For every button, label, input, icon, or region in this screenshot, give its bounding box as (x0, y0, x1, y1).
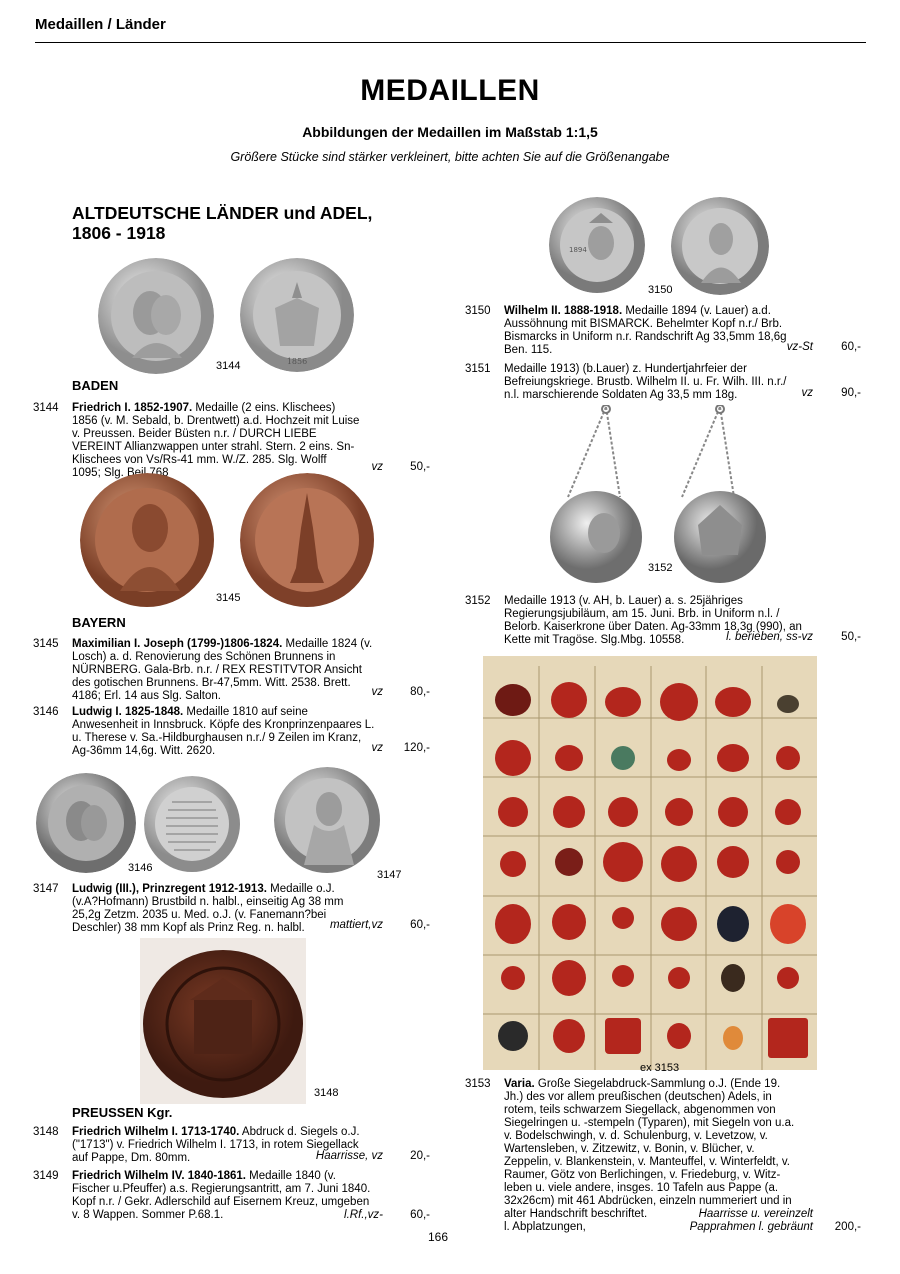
lot-text: Klischees von Vs/Rs-41 mm. W./Z. 285. Slg. Wolff (72, 454, 327, 466)
lot-text: ("1713") v. Friedrich Wilhelm I. 1713, in rotem Siegellack (72, 1139, 359, 1151)
lot-headline: Ludwig I. 1825-1848. (72, 706, 184, 718)
lot-text: Medaille 1894 (v. Lauer) a.d. (622, 305, 771, 317)
lot-number: 3145 (33, 638, 59, 650)
lot-price: 60,- (841, 341, 861, 353)
lot-number: 3144 (33, 402, 59, 414)
coin-3144-year: 1856 (286, 357, 308, 366)
page-number: 166 (427, 1230, 449, 1244)
lot-grade: l. berieben, ss-vz (726, 631, 813, 643)
lot-text: Jh.) des vor allem preußischen (deutschen) Adels, in (504, 1091, 772, 1103)
lot-grade: vz (371, 461, 383, 473)
lot-text: Losch) a. d. Renovierung des Schönen Brunnens in (72, 651, 336, 663)
lot-price: 80,- (410, 686, 430, 698)
lot-text: Kette mit Tragöse. Slg.Mbg. 10558. (504, 634, 685, 646)
lot-price: 50,- (410, 461, 430, 473)
lot-text: v. 8 Wappen. Sommer P.68.1. (72, 1209, 224, 1221)
lot-grade-note: Haarrisse u. vereinzelt (698, 1208, 813, 1220)
lot-grade: vz-St (786, 341, 813, 353)
lot-text: l. Abplatzungen, (504, 1221, 586, 1233)
coin-3150-year: 1894 (569, 246, 587, 254)
lot-text: u. Therese v. Sa.-Hildburghausen n.r./ 9 Zeilen im Kranz, (72, 732, 362, 744)
lot-3148 (33, 1126, 430, 1168)
lot-text: des gotischen Brunnens. Br-47,5mm. Witt. 2538. Brett. (72, 677, 351, 689)
lot-headline: Ludwig (III.), Prinzregent 1912-1913. (72, 883, 267, 895)
lot-text: Ben. 115. (504, 344, 553, 356)
seal-3148-photo (140, 938, 306, 1104)
lot-text: Anwesenheit in Innsbruck. Köpfe des Kronprinzenpaares L. (72, 719, 375, 731)
coin-3146-reverse (144, 776, 241, 873)
coin-3145-reverse (240, 473, 375, 608)
medal-3152-photo (548, 405, 768, 585)
lot-3150 (465, 305, 861, 359)
lot-text: Deschler) 38 mm Kopf als Prinz Reg. n. halbl. (72, 922, 305, 934)
caption-3148: 3148 (314, 1087, 339, 1099)
lot-grade: vz (371, 742, 383, 754)
lot-text: Medaille 1810 auf seine (183, 706, 308, 718)
lot-headline: Wilhelm II. 1888-1918. (504, 305, 623, 317)
lot-text: Siegelringen u. -stempeln (Typaren), mit Siegeln von u.a. (504, 1117, 795, 1129)
caption-3146: 3146 (128, 862, 153, 874)
lot-number: 3151 (465, 363, 491, 375)
category-heading-line2: 1806 - 1918 (72, 223, 166, 243)
lot-text: Befreiungskriege. Brustb. Wilhelm II. u. Fr. Wilh. III. n.r./ (504, 376, 787, 388)
lot-price: 20,- (410, 1150, 430, 1162)
lot-text: 25,2g Zetzm. 2035 u. Med. o.J. (v. Fanemann?bei (72, 909, 327, 921)
lot-text: Medaille (2 eins. Klischees) (192, 402, 336, 414)
lot-3151 (465, 363, 861, 405)
lot-text: alter Handschrift beschriftet. (504, 1208, 648, 1220)
lot-grade: Haarrisse, vz (315, 1150, 383, 1162)
caption-3147: 3147 (377, 869, 402, 881)
lot-price: 60,- (410, 919, 430, 931)
lot-text: n.l. marschierende Soldaten Ag 33,5 mm 18g. (504, 389, 738, 401)
section-tag: Medaillen / Länder (35, 16, 166, 33)
lot-text: rotem, teils schwarzem Siegellack, abgenommen von (504, 1104, 776, 1116)
lot-number: 3147 (33, 883, 59, 895)
lot-text: Medaille o.J. (266, 883, 335, 895)
lot-number: 3148 (33, 1126, 59, 1138)
lot-number: 3152 (465, 595, 491, 607)
caption-3144: 3144 (216, 360, 241, 372)
lot-text: 4186; Erl. 14 aus Slg. Salton. (72, 690, 221, 702)
category-heading (72, 203, 372, 243)
lot-text: VEREINT Allianzwappen unter strahl. Stern. 2 eins. Sn- (72, 441, 355, 453)
caption-3153: ex 3153 (640, 1062, 680, 1074)
lot-price: 120,- (403, 742, 430, 754)
lot-text: auf Pappe, Dm. 80mm. (72, 1152, 191, 1164)
lot-text: Große Siegelabdruck-Sammlung o.J. (Ende 19. (534, 1078, 781, 1090)
lot-3152 (465, 595, 861, 649)
lot-grade: vz (801, 387, 813, 399)
lot-text: Medaille 1913 (v. AH, b. Lauer) a. s. 25jähriges (504, 595, 743, 607)
lot-text: Aussöhnung mit BISMARCK. Behelmter Kopf n.r./ Brb. (504, 318, 783, 330)
lot-number: 3149 (33, 1170, 59, 1182)
lot-text: 32x26cm) mit 461 Abdrücken, einzeln nummeriert und in (504, 1195, 792, 1207)
lot-text: Fischer u.Pfeuffer) a.s. Regierungsantritt, am 7. Juni 1840. (72, 1183, 371, 1195)
lot-grade: Papprahmen l. gebräunt (689, 1221, 813, 1233)
caption-3145: 3145 (216, 592, 241, 604)
lot-text: v. Preussen. Beider Büsten n.r. / DURCH LIEBE (72, 428, 317, 440)
lot-price: 200,- (834, 1221, 861, 1233)
lot-price: 50,- (841, 631, 861, 643)
coin-3146-obverse (36, 773, 136, 873)
coin-3150-obverse (549, 197, 645, 293)
lot-text: Wartensleben, v. Zitzewitz, v. Bonin, v. Blücher, v. (504, 1143, 755, 1155)
subhead-preussen: PREUSSEN Kgr. (72, 1105, 173, 1120)
lot-text: (v.A?Hofmann) Brustbild n. halbl., einseitig Ag 38 mm (72, 896, 344, 908)
header-rule (35, 42, 866, 43)
lot-text: Medaille 1824 (v. (282, 638, 373, 650)
lot-grade: mattiert,vz (329, 919, 383, 931)
caption-3152: 3152 (648, 562, 673, 574)
lot-text: Regierungsjubiläum, am 15. Juni. Brb. in Uniform n.l. / (504, 608, 780, 620)
page-subtitle: Abbildungen der Medaillen im Maßstab 1:1,5 (302, 124, 598, 140)
lot-headline: Maximilian I. Joseph (1799-)1806-1824. (72, 638, 283, 650)
lot-3149 (33, 1170, 430, 1224)
subhead-baden: BADEN (72, 378, 119, 393)
lot-text: Raumer, Götz von Berlichingen, v. Friedeburg, v. Witz- (504, 1169, 781, 1181)
lot-price: 90,- (841, 387, 861, 399)
lot-text: Bismarcks in Uniform n.r. Randschrift Ag 33,5mm 18,6g (504, 331, 787, 343)
lot-3145 (33, 638, 430, 704)
lot-text: Abdruck d. Siegels o.J. (239, 1126, 360, 1138)
scale-note: Größere Stücke sind stärker verkleinert, bitte achten Sie auf die Größenangabe (230, 150, 670, 164)
lot-grade: vz (371, 686, 383, 698)
lot-text: Kopf n.r. / Gekr. Adlerschild auf Eisernem Kreuz, umgeben (72, 1196, 370, 1208)
lot-3144 (33, 402, 430, 482)
caption-3150: 3150 (648, 284, 673, 296)
lot-3153 (465, 1078, 861, 1233)
coin-3147 (274, 767, 381, 874)
page-title: MEDAILLEN (360, 74, 540, 107)
lot-grade: l.Rf.,vz- (344, 1209, 383, 1221)
subhead-bayern: BAYERN (72, 615, 126, 630)
seal-board-3153 (483, 656, 817, 1070)
lot-number: 3153 (465, 1078, 491, 1090)
lot-headline: Varia. (504, 1078, 535, 1090)
lot-text: Ag-36mm 14,6g. Witt. 2620. (72, 745, 216, 757)
lot-number: 3150 (465, 305, 491, 317)
lot-3146 (33, 706, 430, 760)
lot-text: v. Bodelschwingh, v. d. Schulenburg, v. Levetzow, v. (504, 1130, 768, 1142)
lot-text: 1095; Slg. Beil 768 (72, 467, 169, 479)
category-heading-line1: ALTDEUTSCHE LÄNDER und ADEL, (72, 203, 373, 223)
lot-text: Medaille 1840 (v. (245, 1170, 336, 1182)
coin-3145-obverse (80, 473, 215, 608)
lot-text: 1856 (v. M. Sebald, b. Drentwett) a.d. Hochzeit mit Luise (72, 415, 360, 427)
coin-3144-reverse (240, 258, 354, 372)
lot-headline: Friedrich Wilhelm IV. 1840-1861. (72, 1170, 246, 1182)
coin-3150-reverse (671, 197, 769, 295)
lot-text: leben u. viele andere, insges. 10 Tafeln aus Pappe (a. (504, 1182, 779, 1194)
lot-number: 3146 (33, 706, 59, 718)
lot-text: Medaille 1913) (b.Lauer) z. Hundertjahrfeier der (504, 363, 747, 375)
lot-text: Zeppelin, v. Blankenstein, v. Manteuffel, v. Winterfeldt, v. (504, 1156, 790, 1168)
lot-price: 60,- (410, 1209, 430, 1221)
lot-headline: Friedrich I. 1852-1907. (72, 402, 193, 414)
lot-text: Belorb. Kaiserkrone über Daten. Ag-33mm 18,3g (990), an (504, 621, 802, 633)
lot-headline: Friedrich Wilhelm I. 1713-1740. (72, 1126, 240, 1138)
lot-text: NÜRNBERG. Gala-Brb. n.r. / REX RESTITVTOR Ansicht (72, 664, 362, 676)
lot-3147 (33, 883, 430, 937)
coin-3144-obverse (98, 258, 214, 374)
